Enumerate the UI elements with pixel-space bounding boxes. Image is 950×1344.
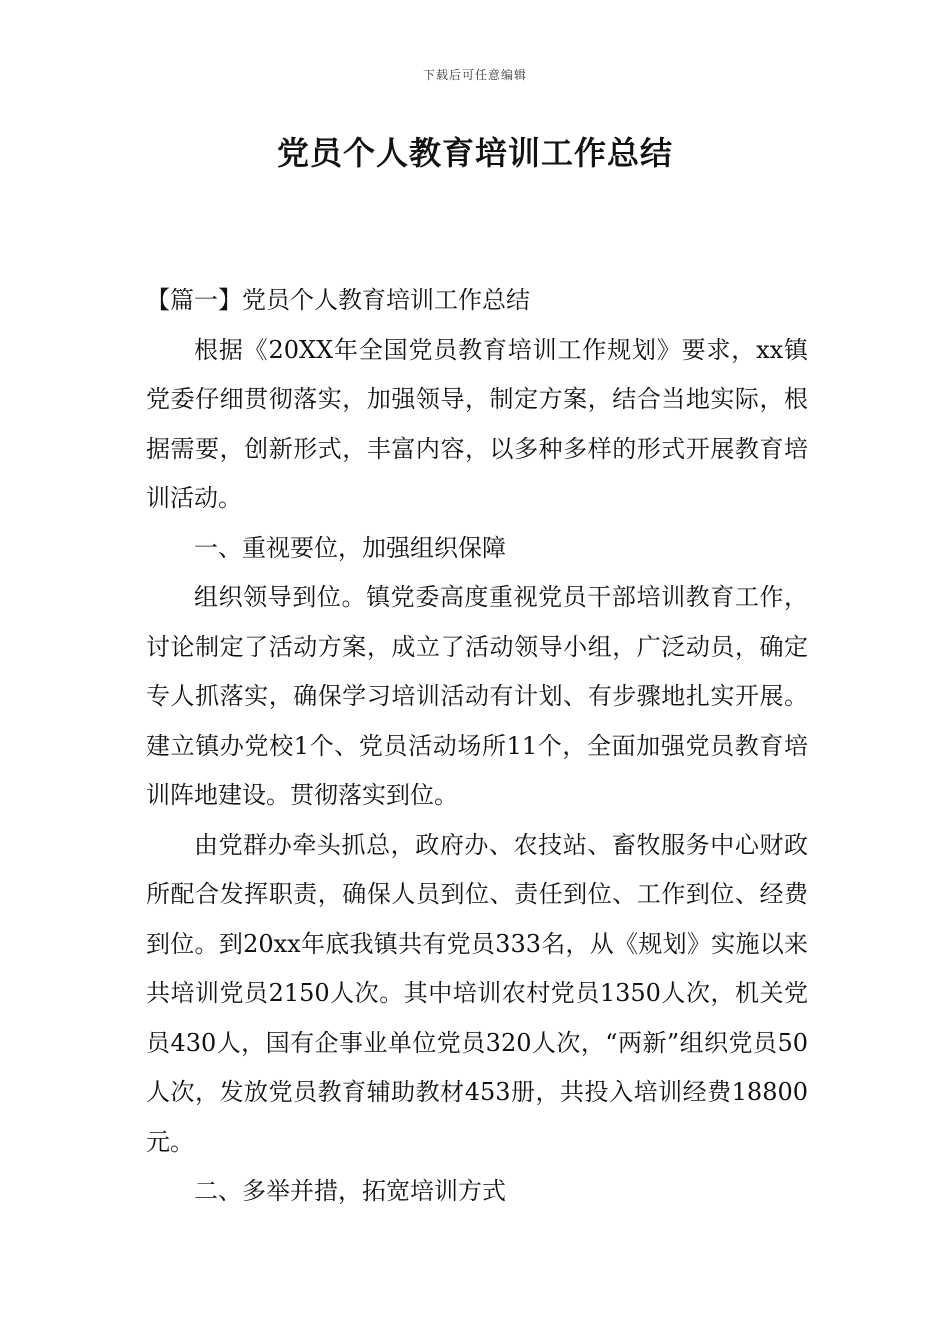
section-heading: 【篇一】党员个人教育培训工作总结 — [146, 286, 530, 314]
paragraph-statistics: 由党群办牵头抓总，政府办、农技站、畜牧服务中心财政所配合发挥职责，确保人员到位、责任到位、工作到位、经费到位。到20xx年底我镇共有党员333名，从《规划》实施以来共培训党员2150人次。其中培训农村党员1350人次，机关党员430人，国有企事业单位党员320人次，“两新”组织党员50人次，发放党员教育辅助教材453册，共投入培训经费18800元。 — [146, 830, 808, 1156]
heading-part-one: 一、重视要位，加强组织保障 — [194, 533, 506, 562]
document-title: 党员个人教育培训工作总结 — [276, 134, 673, 172]
header-note: 下载后可任意编辑 — [422, 68, 527, 82]
paragraph-leadership: 组织领导到位。镇党委高度重视党员干部培训教育工作，讨论制定了活动方案，成立了活动领导小组，广泛动员，确定专人抓落实，确保学习培训活动有计划、有步骤地扎实开展。建立镇办党校1个、党员活动场所11个，全面加强党员教育培训阵地建设。贯彻落实到位。 — [146, 583, 808, 809]
heading-part-two: 二、多举并措，拓宽培训方式 — [194, 1177, 506, 1205]
document-body — [146, 276, 808, 1217]
paragraph-intro: 根据《20XX年全国党员教育培训工作规划》要求，xx镇党委仔细贯彻落实，加强领导，制定方案，结合当地实际，根据需要，创新形式，丰富内容，以多种多样的形式开展教育培训活动。 — [146, 335, 808, 512]
